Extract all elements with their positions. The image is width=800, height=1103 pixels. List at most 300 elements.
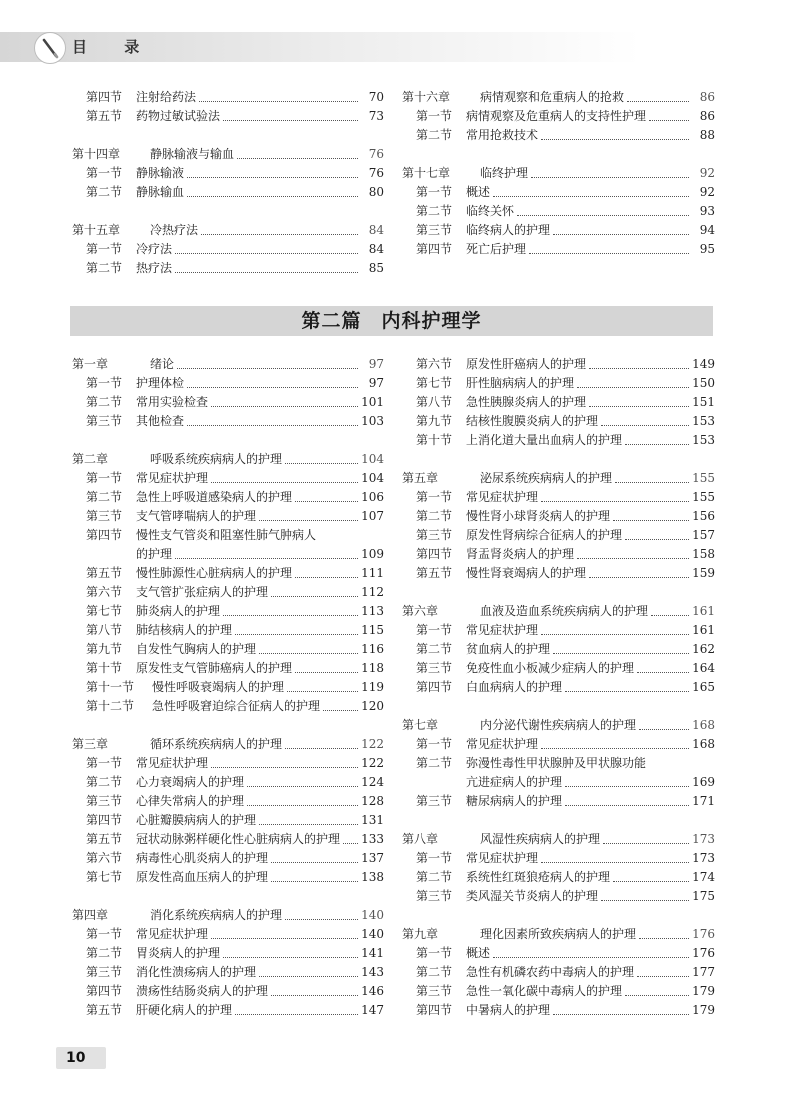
toc-section-entry[interactable] xyxy=(72,488,384,507)
toc-entry-label: 第一节 xyxy=(86,471,123,485)
toc-chapter-entry[interactable] xyxy=(72,450,384,469)
toc-section-entry[interactable] xyxy=(72,659,384,678)
leader-dots xyxy=(285,906,358,925)
toc-section-entry[interactable] xyxy=(402,240,715,259)
toc-entry-page: 118 xyxy=(361,661,384,675)
toc-entry-title: 静脉输液与输血 xyxy=(150,147,235,161)
toc-group xyxy=(402,88,715,145)
toc-entry-page: 149 xyxy=(692,357,715,371)
leader-dots xyxy=(235,621,358,640)
toc-entry-title: 常见症状护理 xyxy=(466,851,539,865)
toc-entry-label: 第四章 xyxy=(72,908,109,922)
toc-entry-label: 第七节 xyxy=(86,604,123,618)
toc-entry-label: 第十二节 xyxy=(86,699,135,713)
toc-section-entry[interactable] xyxy=(72,88,384,107)
toc-group xyxy=(72,88,384,126)
toc-entry-page: 179 xyxy=(692,984,715,998)
toc-entry-title: 慢性支气管炎和阻塞性肺气肿病人 xyxy=(136,528,317,542)
leader-dots xyxy=(565,678,689,697)
leader-dots xyxy=(565,792,689,811)
toc-entry-page: 128 xyxy=(361,794,384,808)
toc-section-entry[interactable] xyxy=(402,126,715,145)
leader-dots xyxy=(323,697,358,716)
toc-entry-label: 第一节 xyxy=(86,376,123,390)
toc-entry-label: 第三节 xyxy=(86,509,123,523)
leader-dots xyxy=(211,925,358,944)
toc-entry-label: 第九节 xyxy=(86,642,123,656)
toc-entry-title: 急性呼吸窘迫综合征病人的护理 xyxy=(152,699,321,713)
toc-section-entry[interactable] xyxy=(72,982,384,1001)
toc-entry-page: 138 xyxy=(361,870,384,884)
toc-section-entry[interactable] xyxy=(72,374,384,393)
leader-dots xyxy=(531,164,689,183)
toc-section-entry[interactable] xyxy=(72,621,384,640)
toc-section-entry[interactable] xyxy=(402,849,715,868)
toc-entry-page: 124 xyxy=(361,775,384,789)
leader-dots xyxy=(553,221,689,240)
toc-entry-title: 免疫性血小板减少症病人的护理 xyxy=(466,661,635,675)
toc-entry-title: 冠状动脉粥样硬化性心脏病病人的护理 xyxy=(136,832,341,846)
leader-dots xyxy=(541,126,689,145)
toc-entry-page: 116 xyxy=(361,642,384,656)
toc-section-entry[interactable] xyxy=(72,164,384,183)
toc-group xyxy=(72,145,384,202)
toc-section-entry[interactable] xyxy=(72,697,384,716)
leader-dots xyxy=(625,982,689,1001)
toc-section-entry[interactable] xyxy=(72,240,384,259)
page-number: 10 xyxy=(56,1047,106,1069)
toc-section-entry[interactable] xyxy=(72,564,384,583)
toc-column-bottom-right xyxy=(402,355,715,1020)
toc-entry-page: 168 xyxy=(692,718,715,732)
toc-entry-page: 161 xyxy=(692,604,715,618)
toc-entry-title: 的护理 xyxy=(136,547,173,561)
toc-section-entry[interactable] xyxy=(402,431,715,450)
toc-entry-title: 急性胰腺炎病人的护理 xyxy=(466,395,587,409)
toc-entry-page: 103 xyxy=(361,414,384,428)
toc-chapter-entry[interactable] xyxy=(402,716,715,735)
toc-entry-page: 80 xyxy=(368,185,384,199)
toc-entry-page: 164 xyxy=(692,661,715,675)
leader-dots xyxy=(271,982,358,1001)
toc-entry-title: 理化因素所致疾病病人的护理 xyxy=(480,927,637,941)
toc-entry-label: 第五节 xyxy=(416,566,453,580)
toc-entry-label: 第二节 xyxy=(416,870,453,884)
toc-entry-page: 111 xyxy=(361,566,384,580)
toc-entry-title: 急性有机磷农药中毒病人的护理 xyxy=(466,965,635,979)
toc-section-entry[interactable] xyxy=(402,659,715,678)
toc-entry-title: 常见症状护理 xyxy=(136,471,209,485)
toc-entry-label: 第二节 xyxy=(416,756,453,770)
toc-group xyxy=(72,450,384,716)
toc-section-entry[interactable] xyxy=(402,982,715,1001)
toc-entry-page: 92 xyxy=(699,166,715,180)
toc-section-entry[interactable] xyxy=(402,963,715,982)
toc-section-entry[interactable] xyxy=(402,944,715,963)
toc-entry-page: 173 xyxy=(692,851,715,865)
toc-entry-title: 原发性支气管肺癌病人的护理 xyxy=(136,661,293,675)
toc-section-entry[interactable] xyxy=(402,868,715,887)
toc-entry-title: 上消化道大量出血病人的护理 xyxy=(466,433,623,447)
toc-entry-label: 第一节 xyxy=(416,946,453,960)
leader-dots xyxy=(295,564,358,583)
toc-entry-title: 自发性气胸病人的护理 xyxy=(136,642,257,656)
toc-entry-label: 第三节 xyxy=(416,984,453,998)
toc-entry-page: 104 xyxy=(361,452,384,466)
leader-dots xyxy=(601,887,689,906)
toc-entry-label: 第二节 xyxy=(416,642,453,656)
toc-section-entry[interactable] xyxy=(72,754,384,773)
leader-dots xyxy=(493,944,689,963)
toc-entry-title: 中暑病人的护理 xyxy=(466,1003,551,1017)
toc-entry-label: 第一节 xyxy=(86,166,123,180)
toc-entry-label: 第三章 xyxy=(72,737,109,751)
toc-section-entry[interactable] xyxy=(402,887,715,906)
leader-dots xyxy=(271,583,358,602)
toc-entry-title: 支气管扩张症病人的护理 xyxy=(136,585,269,599)
toc-entry-label: 第四节 xyxy=(416,547,453,561)
toc-entry-label: 第三节 xyxy=(86,794,123,808)
toc-entry-label: 第三节 xyxy=(86,414,123,428)
toc-section-entry[interactable] xyxy=(402,488,715,507)
toc-entry-label: 第三节 xyxy=(86,965,123,979)
toc-entry-label: 第一节 xyxy=(86,927,123,941)
toc-chapter-entry[interactable] xyxy=(72,221,384,240)
toc-entry-page: 86 xyxy=(699,90,715,104)
toc-chapter-entry[interactable] xyxy=(72,145,384,164)
toc-entry-label: 第七章 xyxy=(402,718,439,732)
toc-entry-page: 158 xyxy=(692,547,715,561)
toc-chapter-entry[interactable] xyxy=(402,830,715,849)
toc-entry-page: 133 xyxy=(361,832,384,846)
leader-dots xyxy=(517,202,689,221)
toc-entry-page: 174 xyxy=(692,870,715,884)
toc-section-entry[interactable] xyxy=(402,773,715,792)
toc-entry-title: 常见症状护理 xyxy=(136,756,209,770)
toc-entry-page: 107 xyxy=(361,509,384,523)
toc-entry-label: 第八章 xyxy=(402,832,439,846)
toc-section-entry[interactable] xyxy=(402,355,715,374)
toc-section-entry[interactable] xyxy=(72,678,384,697)
toc-entry-page: 140 xyxy=(361,908,384,922)
toc-group xyxy=(72,906,384,1020)
toc-entry-page: 84 xyxy=(368,242,384,256)
toc-entry-page: 76 xyxy=(368,166,384,180)
toc-entry-page: 176 xyxy=(692,946,715,960)
toc-entry-label: 第七节 xyxy=(416,376,453,390)
toc-entry-title: 内分泌代谢性疾病病人的护理 xyxy=(480,718,637,732)
toc-entry-label: 第五节 xyxy=(86,1003,123,1017)
toc-entry-label: 第四节 xyxy=(86,90,123,104)
toc-entry-label: 第四节 xyxy=(416,680,453,694)
toc-entry-page: 106 xyxy=(361,490,384,504)
toc-chapter-entry[interactable] xyxy=(402,88,715,107)
leader-dots xyxy=(237,145,358,164)
toc-entry-label: 第九章 xyxy=(402,927,439,941)
toc-entry-page: 119 xyxy=(361,680,384,694)
toc-entry-label: 第九节 xyxy=(416,414,453,428)
leader-dots xyxy=(627,88,689,107)
toc-section-entry[interactable] xyxy=(72,963,384,982)
toc-chapter-entry[interactable] xyxy=(402,164,715,183)
toc-group xyxy=(402,355,715,450)
leader-dots xyxy=(223,944,358,963)
toc-entry-page: 112 xyxy=(361,585,384,599)
toc-entry-title: 系统性红斑狼疮病人的护理 xyxy=(466,870,611,884)
leader-dots xyxy=(187,374,358,393)
toc-section-entry[interactable] xyxy=(72,259,384,278)
toc-entry-title: 呼吸系统疾病病人的护理 xyxy=(150,452,283,466)
toc-section-entry[interactable] xyxy=(402,792,715,811)
toc-entry-title: 病情观察及危重病人的支持性护理 xyxy=(466,109,647,123)
toc-entry-title: 急性上呼吸道感染病人的护理 xyxy=(136,490,293,504)
toc-entry-label: 第三节 xyxy=(416,223,453,237)
toc-entry-title: 胃炎病人的护理 xyxy=(136,946,221,960)
toc-entry-title: 常用抢救技术 xyxy=(466,128,539,142)
toc-entry-title: 血液及造血系统疾病病人的护理 xyxy=(480,604,649,618)
toc-entry-page: 155 xyxy=(692,490,715,504)
toc-entry-title: 常见症状护理 xyxy=(466,737,539,751)
toc-entry-page: 104 xyxy=(361,471,384,485)
toc-entry-page: 143 xyxy=(361,965,384,979)
toc-chapter-entry[interactable] xyxy=(402,925,715,944)
leader-dots xyxy=(651,602,689,621)
toc-entry-title: 慢性肾衰竭病人的护理 xyxy=(466,566,587,580)
toc-entry-page: 162 xyxy=(692,642,715,656)
toc-section-entry[interactable] xyxy=(402,507,715,526)
toc-entry-label: 第六节 xyxy=(86,851,123,865)
toc-entry-page: 147 xyxy=(361,1003,384,1017)
toc-entry-title: 贫血病人的护理 xyxy=(466,642,551,656)
leader-dots xyxy=(613,868,689,887)
leader-dots xyxy=(199,88,358,107)
toc-section-entry[interactable] xyxy=(72,868,384,887)
toc-entry-label: 第十五章 xyxy=(72,223,121,237)
toc-chapter-entry[interactable] xyxy=(72,735,384,754)
toc-entry-label: 第十节 xyxy=(416,433,453,447)
toc-section-entry[interactable] xyxy=(72,830,384,849)
toc-section-entry[interactable] xyxy=(402,526,715,545)
toc-entry-title: 肺炎病人的护理 xyxy=(136,604,221,618)
toc-entry-title: 常见症状护理 xyxy=(466,490,539,504)
leader-dots xyxy=(211,754,358,773)
toc-group xyxy=(402,164,715,259)
toc-entry-label: 第五节 xyxy=(86,832,123,846)
toc-entry-label: 第二章 xyxy=(72,452,109,466)
toc-entry-label: 第一节 xyxy=(416,737,453,751)
toc-chapter-entry[interactable] xyxy=(72,355,384,374)
toc-entry-label: 第一节 xyxy=(416,623,453,637)
leader-dots xyxy=(211,393,358,412)
toc-entry-title: 常见症状护理 xyxy=(466,623,539,637)
toc-section-entry[interactable] xyxy=(402,393,715,412)
toc-section-entry[interactable] xyxy=(402,545,715,564)
leader-dots xyxy=(285,450,358,469)
toc-section-entry[interactable] xyxy=(402,678,715,697)
toc-section-entry[interactable] xyxy=(72,183,384,202)
toc-section-entry[interactable] xyxy=(72,507,384,526)
toc-entry-page: 173 xyxy=(692,832,715,846)
toc-entry-label: 第十一节 xyxy=(86,680,135,694)
toc-section-entry[interactable] xyxy=(402,564,715,583)
toc-entry-page: 115 xyxy=(361,623,384,637)
leader-dots xyxy=(577,545,689,564)
toc-entry-label: 第三节 xyxy=(416,889,453,903)
toc-entry-title: 慢性呼吸衰竭病人的护理 xyxy=(152,680,285,694)
toc-section-entry[interactable] xyxy=(72,792,384,811)
toc-entry-title: 死亡后护理 xyxy=(466,242,527,256)
toc-entry-label: 第四节 xyxy=(86,528,123,542)
toc-entry-page: 141 xyxy=(361,946,384,960)
toc-entry-page: 93 xyxy=(699,204,715,218)
toc-entry-page: 73 xyxy=(368,109,384,123)
leader-dots xyxy=(553,640,689,659)
toc-section-entry[interactable] xyxy=(402,735,715,754)
toc-entry-title: 消化性溃疡病人的护理 xyxy=(136,965,257,979)
leader-dots xyxy=(589,393,689,412)
toc-entry-title: 慢性肾小球肾炎病人的护理 xyxy=(466,509,611,523)
toc-entry-page: 168 xyxy=(692,737,715,751)
toc-section-entry[interactable] xyxy=(402,412,715,431)
toc-entry-title: 心律失常病人的护理 xyxy=(136,794,245,808)
toc-entry-label: 第四节 xyxy=(416,1003,453,1017)
toc-chapter-entry[interactable] xyxy=(402,469,715,488)
toc-entry-page: 95 xyxy=(699,242,715,256)
leader-dots xyxy=(285,735,358,754)
leader-dots xyxy=(175,545,358,564)
toc-entry-title: 类风湿关节炎病人的护理 xyxy=(466,889,599,903)
toc-entry-title: 概述 xyxy=(466,185,491,199)
page-header xyxy=(0,32,800,64)
leader-dots xyxy=(541,735,689,754)
toc-section-entry[interactable] xyxy=(402,202,715,221)
toc-entry-title: 临终关怀 xyxy=(466,204,515,218)
part-title-banner: 第二篇 内科护理学 xyxy=(70,306,713,336)
toc-entry-label: 第二节 xyxy=(416,509,453,523)
toc-entry-label: 第六节 xyxy=(416,357,453,371)
leader-dots xyxy=(541,488,689,507)
toc-section-entry[interactable] xyxy=(402,107,715,126)
toc-section-entry[interactable] xyxy=(72,526,384,545)
toc-entry-title: 原发性高血压病人的护理 xyxy=(136,870,269,884)
toc-entry-page: 113 xyxy=(361,604,384,618)
toc-chapter-entry[interactable] xyxy=(402,602,715,621)
toc-entry-label: 第七节 xyxy=(86,870,123,884)
toc-section-entry[interactable] xyxy=(72,107,384,126)
toc-entry-title: 循环系统疾病病人的护理 xyxy=(150,737,283,751)
toc-chapter-entry[interactable] xyxy=(72,906,384,925)
toc-entry-title: 常用实验检查 xyxy=(136,395,209,409)
toc-section-entry[interactable] xyxy=(402,183,715,202)
toc-entry-title: 亢进症病人的护理 xyxy=(466,775,563,789)
leader-dots xyxy=(259,507,358,526)
leader-dots xyxy=(601,412,689,431)
toc-entry-page: 86 xyxy=(699,109,715,123)
leader-dots xyxy=(613,507,689,526)
toc-section-entry[interactable] xyxy=(72,602,384,621)
toc-section-entry[interactable] xyxy=(72,944,384,963)
toc-section-entry[interactable] xyxy=(402,221,715,240)
toc-entry-page: 131 xyxy=(361,813,384,827)
leader-dots xyxy=(541,849,689,868)
leader-dots xyxy=(529,240,689,259)
toc-section-entry[interactable] xyxy=(402,1001,715,1020)
toc-section-entry[interactable] xyxy=(72,469,384,488)
toc-entry-label: 第四节 xyxy=(86,984,123,998)
leader-dots xyxy=(259,640,358,659)
leader-dots xyxy=(223,107,358,126)
toc-group xyxy=(72,221,384,278)
leader-dots xyxy=(295,488,358,507)
toc-entry-title: 白血病病人的护理 xyxy=(466,680,563,694)
leader-dots xyxy=(247,773,358,792)
toc-entry-label: 第二节 xyxy=(86,490,123,504)
toc-section-entry[interactable] xyxy=(72,811,384,830)
toc-group xyxy=(402,830,715,906)
toc-entry-page: 140 xyxy=(361,927,384,941)
toc-section-entry[interactable] xyxy=(72,393,384,412)
toc-entry-page: 97 xyxy=(368,357,384,371)
toc-entry-label: 第二节 xyxy=(86,185,123,199)
toc-entry-label: 第二节 xyxy=(86,261,123,275)
toc-entry-label: 第三节 xyxy=(416,794,453,808)
toc-section-entry[interactable] xyxy=(402,374,715,393)
toc-section-entry[interactable] xyxy=(402,754,715,773)
leader-dots xyxy=(343,830,358,849)
toc-section-entry[interactable] xyxy=(72,1001,384,1020)
toc-section-entry[interactable] xyxy=(72,925,384,944)
toc-entry-page: 165 xyxy=(692,680,715,694)
leader-dots xyxy=(211,469,358,488)
toc-entry-label: 第十四章 xyxy=(72,147,121,161)
toc-section-entry[interactable] xyxy=(72,545,384,564)
toc-entry-page: 70 xyxy=(368,90,384,104)
toc-entry-title: 注射给药法 xyxy=(136,90,197,104)
toc-section-entry[interactable] xyxy=(72,412,384,431)
leader-dots xyxy=(589,564,689,583)
toc-entry-page: 109 xyxy=(361,547,384,561)
leader-dots xyxy=(175,259,358,278)
toc-entry-label: 第四节 xyxy=(86,813,123,827)
toc-entry-label: 第五节 xyxy=(86,109,123,123)
toc-entry-title: 冷疗法 xyxy=(136,242,173,256)
toc-section-entry[interactable] xyxy=(72,773,384,792)
toc-entry-label: 第二节 xyxy=(86,775,123,789)
toc-entry-page: 156 xyxy=(692,509,715,523)
toc-section-entry[interactable] xyxy=(72,640,384,659)
leader-dots xyxy=(577,374,689,393)
toc-entry-label: 第十六章 xyxy=(402,90,451,104)
leader-dots xyxy=(493,183,689,202)
toc-entry-page: 85 xyxy=(368,261,384,275)
toc-section-entry[interactable] xyxy=(402,640,715,659)
toc-entry-page: 150 xyxy=(692,376,715,390)
toc-entry-title: 慢性肺源性心脏病病人的护理 xyxy=(136,566,293,580)
toc-section-entry[interactable] xyxy=(402,621,715,640)
toc-entry-page: 137 xyxy=(361,851,384,865)
toc-group xyxy=(402,469,715,583)
toc-section-entry[interactable] xyxy=(72,849,384,868)
toc-entry-title: 消化系统疾病病人的护理 xyxy=(150,908,283,922)
toc-entry-page: 92 xyxy=(699,185,715,199)
toc-entry-page: 176 xyxy=(692,927,715,941)
toc-entry-label: 第一节 xyxy=(416,109,453,123)
toc-entry-page: 179 xyxy=(692,1003,715,1017)
toc-section-entry[interactable] xyxy=(72,583,384,602)
toc-entry-page: 169 xyxy=(692,775,715,789)
toc-entry-label: 第二节 xyxy=(86,395,123,409)
toc-entry-page: 175 xyxy=(692,889,715,903)
